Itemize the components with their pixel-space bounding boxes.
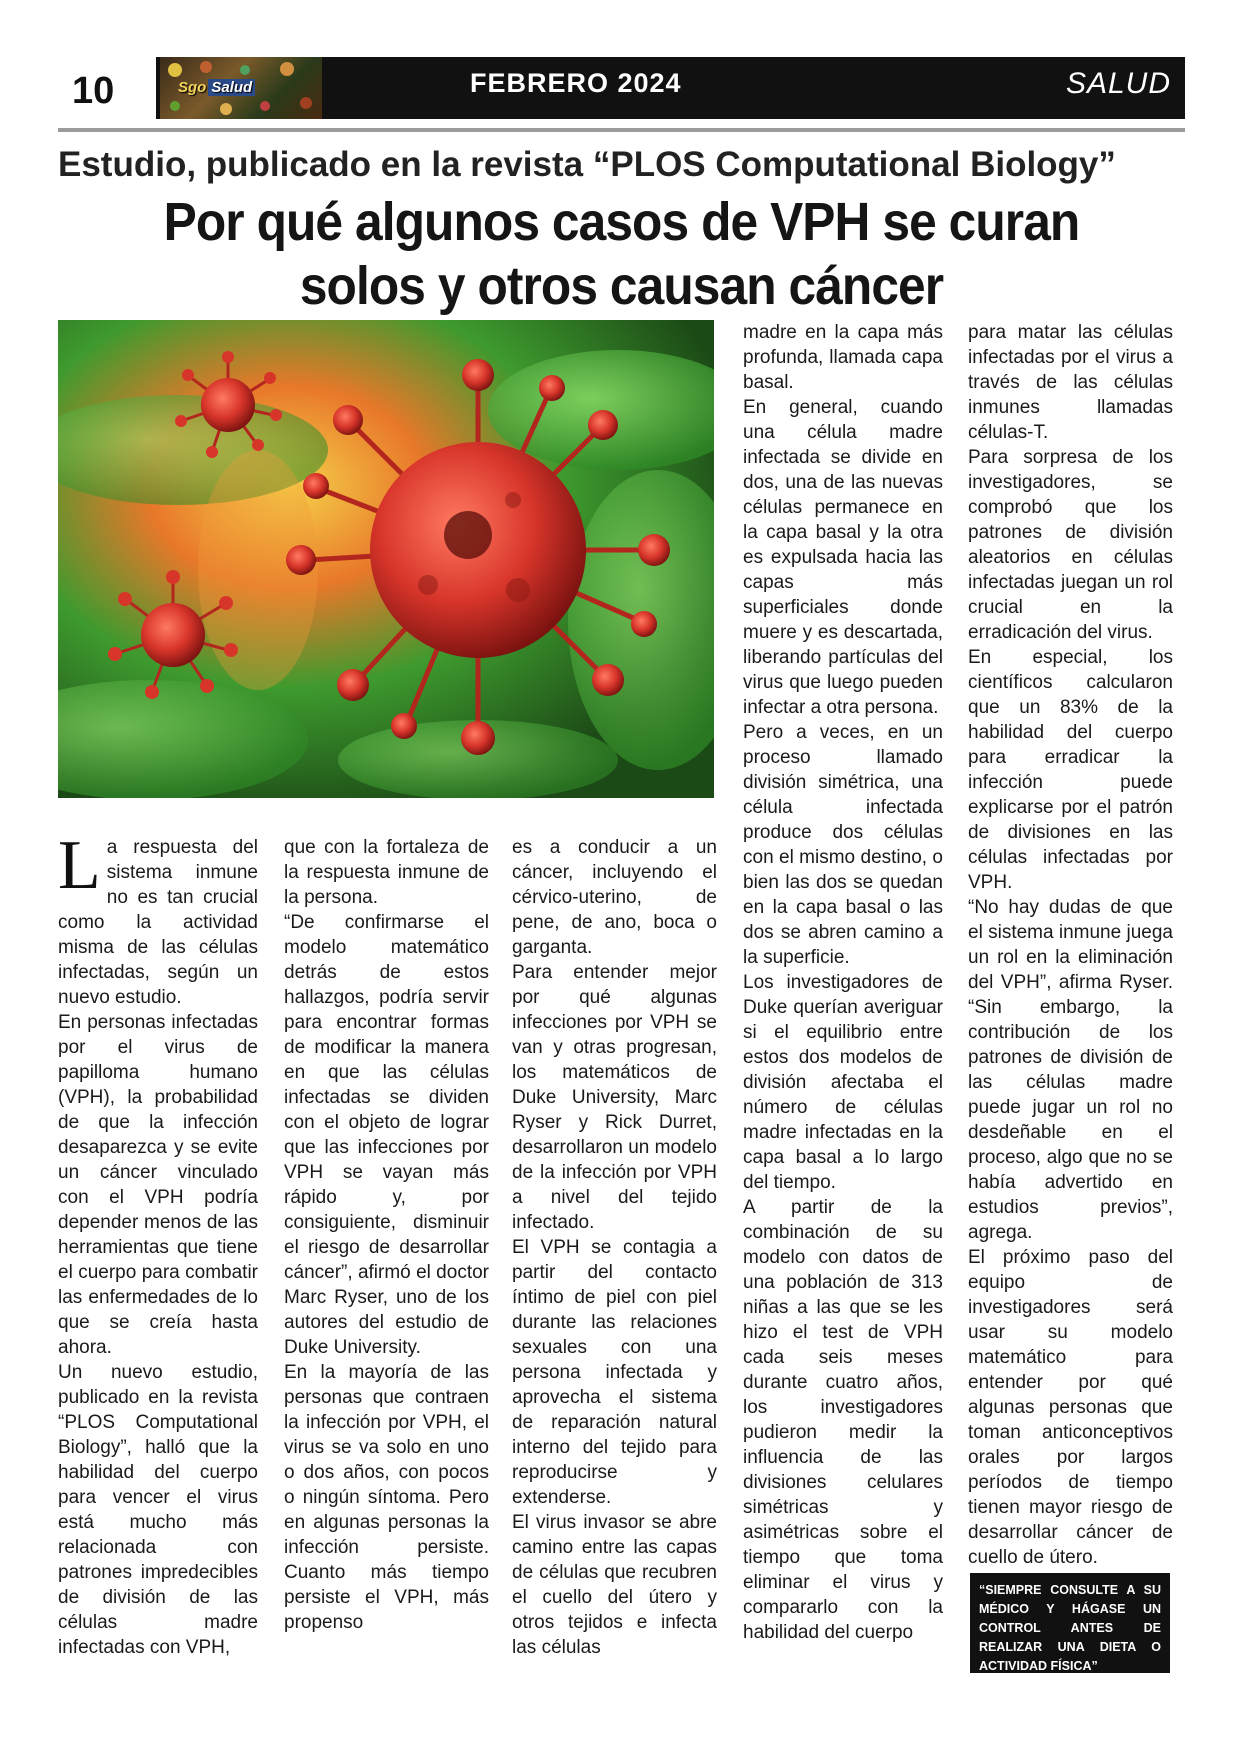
paragraph: El próximo paso del equipo de investigadores será usar su modelo matemático para entender por qué algunas personas que toman anticonceptivos orales por largos períodos de tiempo tienen mayor riesgo de desarrollar cáncer de cuello de útero. [968,1247,1173,1568]
paragraph: Los investigadores de Duke querían averiguar si el equilibrio entre estos dos modelos de división afectaba el número de células madre infectadas en la capa basal a lo largo del tiempo. [743,972,943,1193]
paragraph: Para sorpresa de los investigadores, se comprobó que los patrones de división aleatorios en células infectadas juegan un rol crucial en la erradicación del virus. [968,447,1173,643]
paragraph: para matar las células infectadas por el virus a través de las células inmunes llamadas células-T. [968,322,1173,443]
paragraph: es a conducir a un cáncer, incluyendo el cérvico-uterino, de pene, de ano, boca o garganta. [512,837,717,958]
header-rule [58,128,1185,132]
article-column-3 [512,835,717,1660]
paragraph: que con la fortaleza de la respuesta inmune de la persona. [284,837,489,908]
logo-text: Sgo Salud [178,79,255,96]
page-number: 10 [72,70,115,112]
article-column-1 [58,827,258,1660]
headline-line-2: solos y otros causan cáncer [299,256,944,316]
issue-date: FEBRERO 2024 [470,68,682,98]
paragraph: A partir de la combinación de su modelo con datos de una población de 313 niñas a las que se les hizo el test de VPH cada seis meses durante cuatro años, los investigadores pudieron medir la influencia de las divisiones celulares simétricas y asimétricas sobre el tiempo que toma eliminar el virus y compararlo con la habilidad del cuerpo [743,1197,943,1643]
paragraph: La respuesta del sistema inmune no es tan crucial como la actividad misma de las células infectadas, según un nuevo estudio. [58,827,258,1008]
paragraph: Para entender mejor por qué algunas infecciones por VPH se van y otras progresan, los matemáticos de Duke University, Marc Ryser y Rick Durret, desarrollaron un modelo de la infección por VPH a nivel del tejido infectado. [512,962,717,1233]
paragraph: “No hay dudas de que el sistema inmune juega un rol en la eliminación del VPH”, afirma Ryser. “Sin embargo, la contribución de los patrones de división de las células madre puede jugar un rol no desdeñable en el proceso, algo que no se había advertido en estudios previos”, agrega. [968,897,1173,1243]
article-kicker: Estudio, publicado en la revista “PLOS Computational Biology” [58,145,1116,184]
paragraph: En general, cuando una célula madre infectada se divide en dos, una de las nuevas células permanece en la capa basal y la otra es expulsada hacia las capas más superficiales donde muere y es descartada, liberando partículas del virus que luego pueden infectar a otra persona. [743,397,943,718]
drop-cap: L [58,827,101,904]
paragraph: Un nuevo estudio, publicado en la revista “PLOS Computational Biology”, halló que la habilidad del cuerpo para vencer el virus está mucho más relacionada con patrones impredecibles de división de las células madre infectadas con VPH, [58,1362,258,1658]
publication-logo [160,57,322,119]
article-column-5 [968,320,1173,1570]
article-column-2 [284,835,489,1635]
paragraph: En la mayoría de las personas que contraen la infección por VPH, el virus se va solo en uno o dos años, con pocos o ningún síntoma. Pero en algunas personas la infección persiste. Cuanto más tiempo persiste el VPH, más propenso [284,1362,489,1633]
paragraph: El virus invasor se abre camino entre las capas de células que recubren el cuello del útero y otros tejidos e infecta las células [512,1512,717,1658]
paragraph: madre en la capa más profunda, llamada capa basal. [743,322,943,393]
article-column-4 [743,320,943,1645]
paragraph: “De confirmarse el modelo matemático detrás de estos hallazgos, podría servir para encontrar formas de modificar la manera en que las células infectadas se dividen con el objeto de lograr que las infecciones por VPH se vayan más rápido y, por consiguiente, disminuir el riesgo de desarrollar cáncer”, afirmó el doctor Marc Ryser, uno de los autores del estudio de Duke University. [284,912,489,1358]
paragraph: En especial, los científicos calcularon que un 83% de la habilidad del cuerpo para erradicar la infección puede explicarse por el patrón de divisiones en las células infectadas por VPH. [968,647,1173,893]
section-name: SALUD [1065,67,1171,100]
paragraph: En personas infectadas por el virus de papilloma humano (VPH), la probabilidad de que la infección desaparezca y se evite un cáncer vinculado con el VPH podría depender menos de las herramientas que tiene el cuerpo para combatir las enfermedades de lo que se creía hasta ahora. [58,1012,258,1358]
paragraph: Pero a veces, en un proceso llamado división simétrica, una célula infectada produce dos células con el mismo destino, o bien las dos se quedan en la capa basal o las dos se abren camino a la superficie. [743,722,943,968]
advice-box: “SIEMPRE CONSULTE A SU MÉDICO Y HÁGASE UN CONTROL ANTES DE REALIZAR UNA DIETA O ACTIVIDAD FÍSICA” [970,1573,1170,1673]
virus-illustration [58,320,714,798]
article-headline [103,190,1140,318]
paragraph: El VPH se contagia a partir del contacto íntimo de piel con piel durante las relaciones sexuales con una persona infectada y aprovecha el sistema de reparación natural interno del tejido para reproducirse y extenderse. [512,1237,717,1508]
headline-line-1: Por qué algunos casos de VPH se curan [163,192,1080,252]
